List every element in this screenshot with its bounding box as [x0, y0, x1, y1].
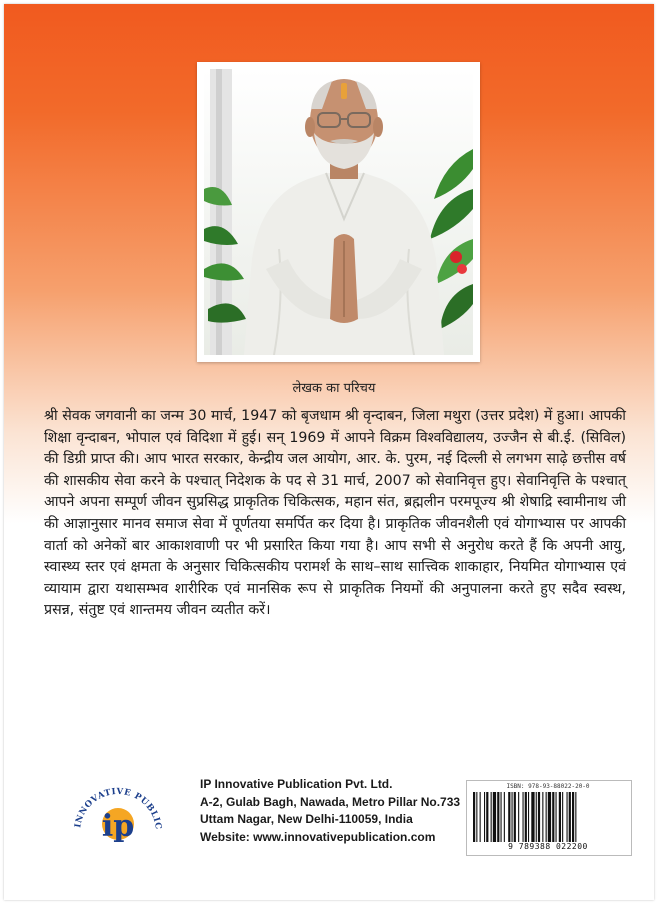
barcode-bar — [501, 792, 502, 842]
barcode-bar — [480, 792, 481, 842]
author-photo — [197, 62, 480, 362]
barcode-bar — [562, 792, 563, 842]
author-bio: श्री सेवक जगवानी का जन्म 30 मार्च, 1947 को बृजधाम श्री वृन्दाबन, जिला मथुरा (उत्तर प्रदेश) में हुआ। आपकी शिक्षा वृन्दाबन, भोपाल एवं विदिशा में हुई। सन् 1969 में आपने विक्रम विश्वविद्यालय, उज्जैन से बी.ई. (सिविल) की डिग्री प्राप्त की। आप भारत सरकार, केन्द्रीय जल आयोग, आर. के. पुरम, नई दिल्ली से लगभग साढ़े छत्तीस वर्ष की शासकीय सेवा करने के पश्चात् निदेशक के पद से 31 मार्च, 2007 को सेवानिवृत्त हुए। सेवानिवृत्ति के पश्चात् आपने अपना सम्पूर्ण जीवन सुप्रसिद्ध प्राकृतिक चिकित्सक, महान संत, ब्रह्मलीन परमपूज्य श्री शेषाद्रि स्वामीनाथ जी की आज्ञानुसार मानव समाज सेवा में पूर्णतया समर्पित कर दिया है। प्राकृतिक जीवनशैली एवं योगाभ्यास पर आपकी वार्ता को अनेकों बार आकाशवाणी पर भी प्रसारित किया गया है। आप सभी से अनुरोध करते हैं कि अपनी आयु, स्वास्थ्य स्तर एवं क्षमता के अनुसार चिकित्सकीय परामर्श के साथ–साथ सात्त्विक शाकाहार, नियमित योगाभ्यास एवं व्यायाम द्वारा यथासम्भव शारीरिक एवं मानसिक रूप से प्राकृतिक नियमों की अनुपालना करते हुए सदैव स्वस्थ, प्रसन्न, संतुष्ट एवं शान्तमय जीवन व्यतीत करें। — [44, 408, 626, 619]
publisher-logo — [70, 774, 166, 852]
barcode-bar — [493, 792, 496, 842]
barcode-bar — [567, 792, 568, 842]
back-cover — [4, 4, 654, 900]
barcode-bar — [542, 792, 543, 842]
publisher-info — [200, 776, 460, 846]
barcode-bar — [536, 792, 537, 842]
barcode-bar — [484, 792, 485, 842]
barcode-bar — [572, 792, 574, 842]
barcode-bar — [512, 792, 513, 842]
publisher-address-line1: A-2, Gulab Bagh, Nawada, Metro Pillar No.733 — [200, 794, 461, 809]
barcode-bar — [556, 792, 557, 842]
barcode-digits: 9 789388 022200 — [508, 842, 588, 851]
barcode-bar — [523, 792, 524, 842]
barcode-bar — [559, 792, 561, 842]
barcode-bar — [528, 792, 529, 842]
barcode-bar — [518, 792, 519, 842]
barcode-bar — [508, 792, 510, 842]
barcode-bar — [491, 792, 492, 842]
isbn-label: ISBN: 978-93-88022-20-0 — [506, 783, 590, 790]
barcode-bar — [548, 792, 551, 842]
caption: लेखक का परिचय — [292, 381, 376, 396]
logo-text: INNOVATIVE PUBLIC — [73, 786, 164, 831]
barcode-bar — [538, 792, 540, 842]
barcode-bar — [473, 792, 475, 842]
barcode-bar — [546, 792, 547, 842]
barcode-bar — [476, 792, 477, 842]
barcode-bar — [504, 792, 505, 842]
barcode-bar — [531, 792, 534, 842]
barcode-bar — [497, 792, 499, 842]
barcode-bars — [473, 792, 625, 842]
barcode-bar — [525, 792, 527, 842]
barcode-bar — [569, 792, 571, 842]
barcode-bar — [552, 792, 554, 842]
publisher-website: Website: www.innovativepublication.com — [200, 829, 436, 844]
barcode-bar — [514, 792, 516, 842]
barcode — [466, 780, 632, 856]
barcode-bar — [575, 792, 576, 842]
publisher-address-line2: Uttam Nagar, New Delhi-110059, India — [200, 812, 413, 826]
logo-mark: ip — [101, 809, 135, 844]
publisher-name: IP Innovative Publication Pvt. Ltd. — [200, 777, 393, 791]
barcode-bar — [486, 792, 488, 842]
